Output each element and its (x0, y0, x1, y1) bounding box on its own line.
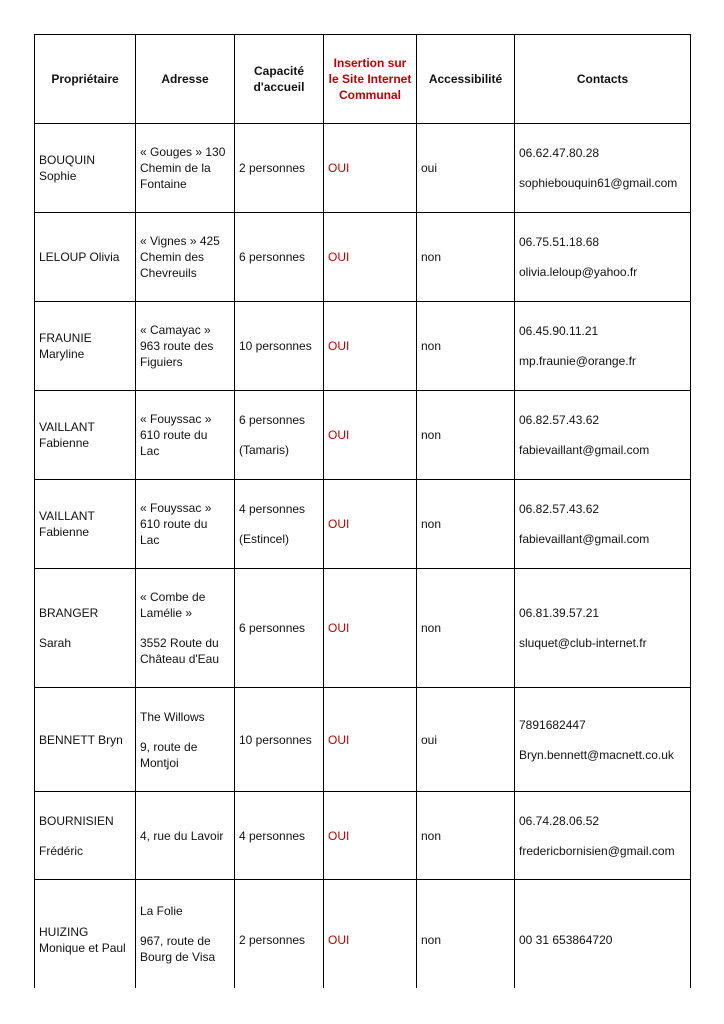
owner-cell: BRANGER Sarah (35, 569, 136, 688)
capacity-cell: 10 personnes (235, 688, 324, 792)
contacts-cell: 06.81.39.57.21 sluquet@club-internet.fr (515, 569, 691, 688)
table-row (35, 569, 691, 688)
insertion-cell: OUI (324, 302, 417, 391)
accessibility-cell: non (417, 213, 515, 302)
email-link[interactable]: fabievaillant@gmail.com (519, 443, 650, 457)
owner-cell: BOURNISIEN Frédéric (35, 792, 136, 880)
address-cell: « Gouges » 130 Chemin de la Fontaine (136, 124, 235, 213)
owner-cell: BOUQUIN Sophie (35, 124, 136, 213)
insertion-cell: OUI (324, 480, 417, 569)
contacts-cell: 06.75.51.18.68 olivia.leloup@yahoo.fr (515, 213, 691, 302)
email-link[interactable]: fredericbornisien@gmail.com (519, 843, 675, 858)
address-cell: 4, rue du Lavoir (136, 792, 235, 880)
insertion-cell: OUI (324, 569, 417, 688)
accessibility-cell: non (417, 302, 515, 391)
insertion-cell: OUI (324, 213, 417, 302)
owner-cell: FRAUNIE Maryline (35, 302, 136, 391)
contacts-cell: 00 31 653864720 (515, 880, 691, 988)
capacity-cell: 2 personnes (235, 124, 324, 213)
contacts-cell: 06.45.90.11.21 mp.fraunie@orange.fr (515, 302, 691, 391)
email-link[interactable]: olivia.leloup@yahoo.fr (519, 265, 638, 279)
insertion-cell: OUI (324, 880, 417, 988)
table-row (35, 480, 691, 569)
capacity-cell: 6 personnes (235, 213, 324, 302)
table-row (35, 688, 691, 792)
email-link[interactable]: fabievaillant@gmail.com (519, 532, 650, 546)
email-link[interactable]: mp.fraunie@orange.fr (519, 354, 636, 368)
table-row (35, 213, 691, 302)
address-cell: « Combe de Lamélie » 3552 Route du Château d'Eau (136, 569, 235, 688)
accessibility-cell: non (417, 391, 515, 480)
address-cell: La Folie 967, route de Bourg de Visa (136, 880, 235, 988)
address-cell: The Willows 9, route de Montjoi (136, 688, 235, 792)
accessibility-cell: oui (417, 688, 515, 792)
capacity-cell: 4 personnes (Estincel) (235, 480, 324, 569)
owner-cell: HUIZING Monique et Paul (35, 880, 136, 988)
owner-cell: VAILLANT Fabienne (35, 480, 136, 569)
table-row (35, 880, 691, 988)
contacts-cell: 06.74.28.06.52 fredericbornisien@gmail.com (515, 792, 691, 880)
capacity-cell: 4 personnes (235, 792, 324, 880)
header-insertion: Insertion sur le Site Internet Communal (324, 35, 417, 124)
accessibility-cell: non (417, 880, 515, 988)
table-row (35, 792, 691, 880)
address-cell: « Fouyssac » 610 route du Lac (136, 391, 235, 480)
capacity-cell: 6 personnes (235, 569, 324, 688)
header-capacity: Capacité d'accueil (235, 35, 324, 124)
accessibility-cell: non (417, 569, 515, 688)
header-accessibility: Accessibilité (417, 35, 515, 124)
insertion-cell: OUI (324, 792, 417, 880)
header-contacts: Contacts (515, 35, 691, 124)
header-owner: Propriétaire (35, 35, 136, 124)
address-cell: « Vignes » 425 Chemin des Chevreuils (136, 213, 235, 302)
email-link[interactable]: sophiebouquin61@gmail.com (519, 176, 678, 190)
owner-cell: VAILLANT Fabienne (35, 391, 136, 480)
table-row (35, 302, 691, 391)
capacity-cell: 6 personnes (Tamaris) (235, 391, 324, 480)
accessibility-cell: non (417, 480, 515, 569)
header-address: Adresse (136, 35, 235, 124)
email-link[interactable]: sluquet@club-internet.fr (519, 636, 647, 650)
accommodation-table (34, 34, 691, 988)
contacts-cell: 06.82.57.43.62 fabievaillant@gmail.com (515, 480, 691, 569)
contacts-cell: 7891682447 Bryn.bennett@macnett.co.uk (515, 688, 691, 792)
capacity-cell: 2 personnes (235, 880, 324, 988)
address-cell: « Fouyssac » 610 route du Lac (136, 480, 235, 569)
address-cell: « Camayac » 963 route des Figuiers (136, 302, 235, 391)
accessibility-cell: oui (417, 124, 515, 213)
owner-cell: BENNETT Bryn (35, 688, 136, 792)
table-header-row (35, 35, 691, 124)
accessibility-cell: non (417, 792, 515, 880)
insertion-cell: OUI (324, 124, 417, 213)
insertion-cell: OUI (324, 391, 417, 480)
owner-cell: LELOUP Olivia (35, 213, 136, 302)
contacts-cell: 06.82.57.43.62 fabievaillant@gmail.com (515, 391, 691, 480)
capacity-cell: 10 personnes (235, 302, 324, 391)
table-row (35, 124, 691, 213)
table-row (35, 391, 691, 480)
contacts-cell: 06.62.47.80.28 sophiebouquin61@gmail.com (515, 124, 691, 213)
insertion-cell: OUI (324, 688, 417, 792)
email-link[interactable]: Bryn.bennett@macnett.co.uk (519, 747, 674, 762)
